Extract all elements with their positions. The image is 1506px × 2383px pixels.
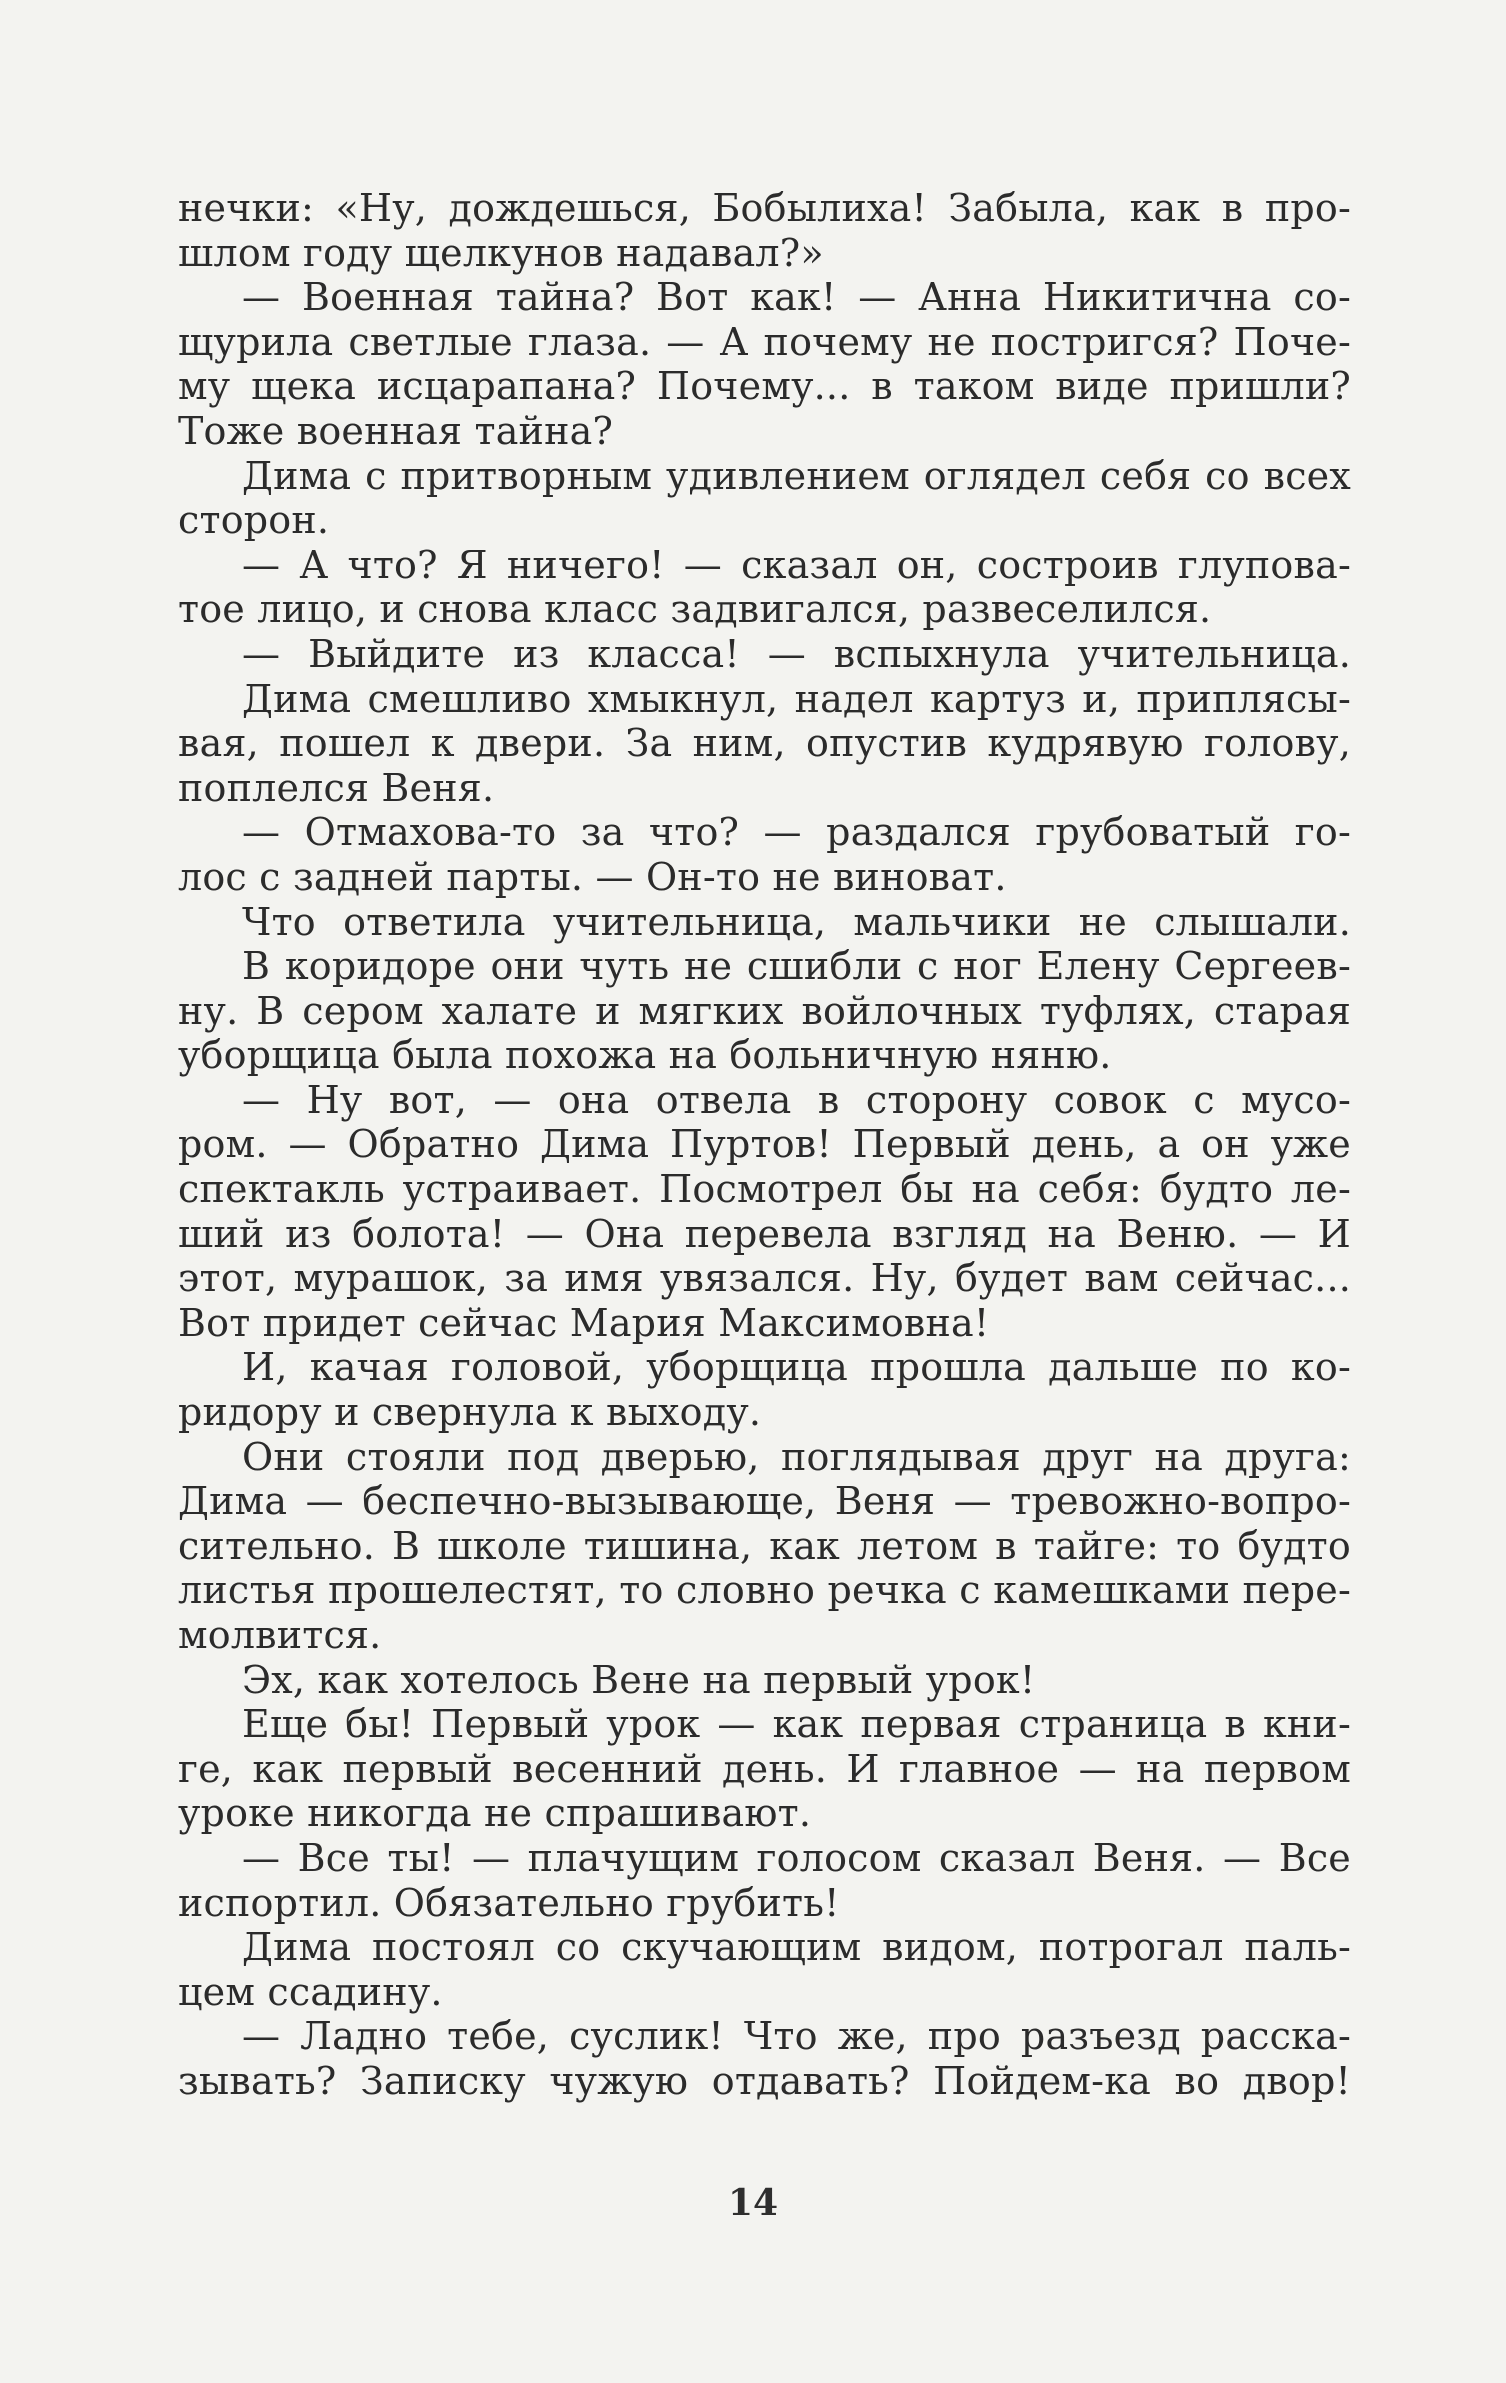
text-line: лос с задней парты. — Он-то не виноват. xyxy=(178,854,1007,899)
text-line: И, качая головой, уборщица прошла дальше по ко- xyxy=(242,1345,1351,1390)
text-line: — Все ты! — плачущим голосом сказал Веня. — Все xyxy=(242,1835,1351,1880)
text-line: цем ссадину. xyxy=(178,1969,443,2014)
text-line: щурила светлые глаза. — А почему не постригся? Поче- xyxy=(178,319,1351,364)
text-line: зывать? Записку чужую отдавать? Пойдем-ка во двор! xyxy=(178,2058,1351,2103)
text-line: шлом году щелкунов надавал?» xyxy=(178,230,824,275)
text-line: Они стояли под дверью, поглядывая друг на друга: xyxy=(242,1434,1351,1479)
text-line: — Военная тайна? Вот как! — Анна Никитична со- xyxy=(242,275,1351,320)
text-line: В коридоре они чуть не сшибли с ног Елену Сергеев- xyxy=(242,944,1351,989)
text-line: тое лицо, и снова класс задвигался, развеселился. xyxy=(178,587,1212,632)
text-line: ридору и свернула к выходу. xyxy=(178,1390,762,1435)
text-line: — Ладно тебе, суслик! Что же, про разъезд расска- xyxy=(242,2014,1351,2059)
body-text xyxy=(178,186,1351,2104)
text-line: сторон. xyxy=(178,498,330,543)
text-line: этот, мурашок, за имя увязался. Ну, будет вам сейчас... xyxy=(178,1256,1351,1301)
text-line: Дима — беспечно-вызывающе, Веня — тревожно-вопро- xyxy=(178,1479,1351,1524)
text-line: испортил. Обязательно грубить! xyxy=(178,1880,840,1925)
text-line: Дима постоял со скучающим видом, потрогал паль- xyxy=(242,1925,1351,1970)
text-line: сительно. В школе тишина, как летом в тайге: то будто xyxy=(178,1523,1351,1568)
text-line: — Выйдите из класса! — вспыхнула учительница. xyxy=(242,631,1351,676)
text-line: — А что? Я ничего! — сказал он, состроив глупова- xyxy=(242,542,1351,587)
text-line: уборщица была похожа на больничную няню. xyxy=(178,1033,1112,1078)
text-line: Дима с притворным удивлением оглядел себя со всех xyxy=(242,453,1351,498)
text-line: вая, пошел к двери. За ним, опустив кудрявую голову, xyxy=(178,721,1351,766)
text-line: Дима смешливо хмыкнул, надел картуз и, приплясы- xyxy=(242,676,1351,721)
text-line: уроке никогда не спрашивают. xyxy=(178,1791,812,1836)
text-line: поплелся Веня. xyxy=(178,765,495,810)
text-line: ге, как первый весенний день. И главное — на первом xyxy=(178,1746,1351,1791)
text-line: нечки: «Ну, дождешься, Бобылиха! Забыла, как в про- xyxy=(178,186,1351,230)
text-line: — Ну вот, — она отвела в сторону совок с мусо- xyxy=(242,1077,1351,1122)
text-line: молвится. xyxy=(178,1613,382,1657)
text-line: — Отмахова-то за что? — раздался грубоватый го- xyxy=(242,810,1351,855)
text-line: спектакль устраивает. Посмотрел бы на себя: будто ле- xyxy=(178,1167,1351,1212)
text-line: Тоже военная тайна? xyxy=(178,408,614,453)
page-number: 14 xyxy=(727,2182,779,2224)
text-line: ром. — Обратно Дима Пуртов! Первый день, а он уже xyxy=(178,1122,1351,1167)
text-line: ну. В сером халате и мягких войлочных туфлях, старая xyxy=(178,988,1351,1033)
text-line: ший из болота! — Она перевела взгляд на Веню. — И xyxy=(178,1211,1351,1256)
text-line: Еще бы! Первый урок — как первая страница в кни- xyxy=(242,1702,1351,1747)
text-line: листья прошелестят, то словно речка с камешками пере- xyxy=(178,1568,1351,1613)
text-line: Эх, как хотелось Вене на первый урок! xyxy=(242,1657,1036,1702)
text-line: Вот придет сейчас Мария Максимовна! xyxy=(178,1300,990,1345)
text-line: му щека исцарапана? Почему... в таком виде пришли? xyxy=(178,364,1351,409)
text-line: Что ответила учительница, мальчики не слышали. xyxy=(242,899,1351,944)
